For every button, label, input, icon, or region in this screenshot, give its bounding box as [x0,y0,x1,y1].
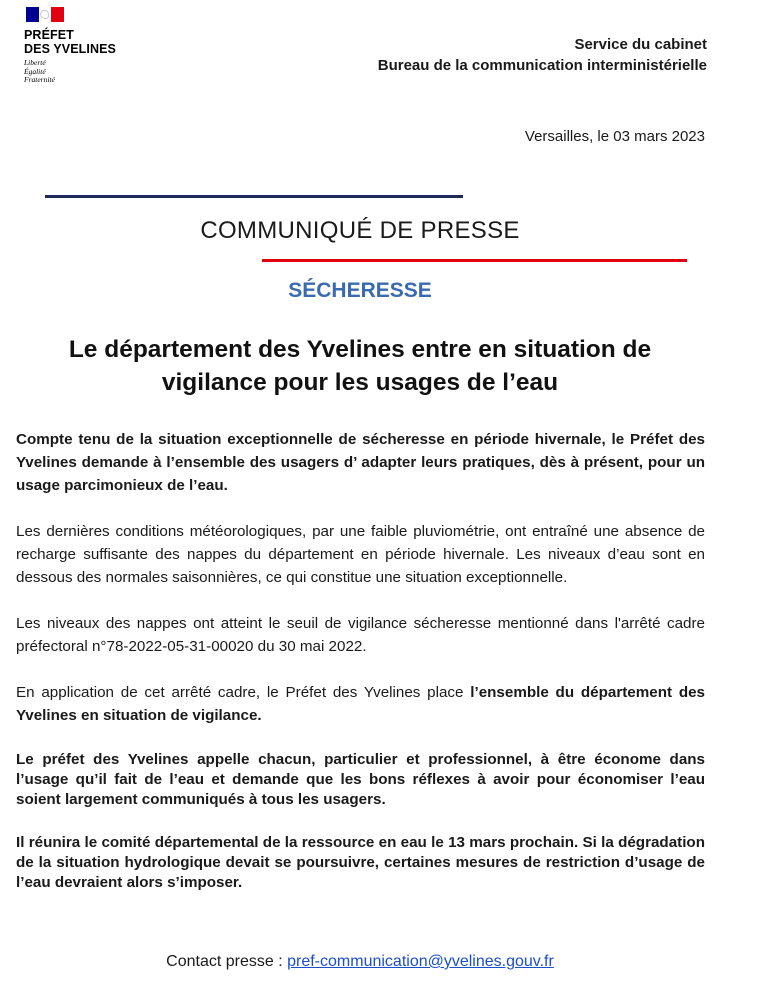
service-line-1: Service du cabinet [574,36,707,53]
issuing-service [378,34,707,76]
paragraph-committee: Il réunira le comité départemental de la ressource en eau le 13 mars prochain. Si la dégradation de la situation hydrologique devait se poursuivre, certaines mesures de restriction d’usage de l’eau devraient alors s’imposer. [16,834,705,891]
press-contact [0,953,720,971]
red-divider [262,259,687,262]
document-title: COMMUNIQUÉ DE PRESSE [200,217,520,244]
headline: Le département des Yvelines entre en situation de vigilance pour les usages de l’eau [68,336,652,396]
paragraph-appeal: Le préfet des Yvelines appelle chacun, particulier et professionnel, à être économe dans l’usage qu’il fait de l’eau et demande que les bons réflexes à avoir pour économiser l’eau soient largement communiqués à tous les usagers. [16,751,705,808]
service-line-2: Bureau de la communication interministérielle [377,57,707,74]
logo-name: PRÉFET DES YVELINES [24,28,116,56]
marianne-flag-icon [26,7,64,22]
contact-label: Contact presse : [166,953,288,970]
press-release-body [16,428,705,893]
press-release-date: Versailles, le 03 mars 2023 [524,128,705,145]
paragraph-intro: Compte tenu de la situation exceptionnelle de sécheresse en période hivernale, le Préfet des Yvelines demande à l’ensemble des usagers d’ adapter leurs pratiques, dès à présent, pour un usage parcimonieux de l’eau. [16,431,705,494]
prefecture-logo [24,7,144,85]
blue-divider [45,195,463,198]
paragraph-threshold: Les niveaux des nappes ont atteint le seuil de vigilance sécheresse mentionné dans l'arrêté cadre préfectoral n°78-2022-05-31-00020 du 30 mai 2022. [16,615,705,655]
topic-heading: SÉCHERESSE [288,279,432,302]
paragraph-application: En application de cet arrêté cadre, le Préfet des Yvelines place l’ensemble du département des Yvelines en situation de vigilance. [16,684,705,724]
contact-email-link[interactable]: pref-communication@yvelines.gouv.fr [287,953,554,970]
logo-motto: Liberté Égalité Fraternité [24,58,55,84]
paragraph-conditions: Les dernières conditions météorologiques, par une faible pluviométrie, ont entraîné une absence de recharge suffisante des nappes du département en période hivernale. Les niveaux d’eau sont en dessous des normales saisonnières, ce qui constitue une situation exceptionnelle. [16,523,705,586]
